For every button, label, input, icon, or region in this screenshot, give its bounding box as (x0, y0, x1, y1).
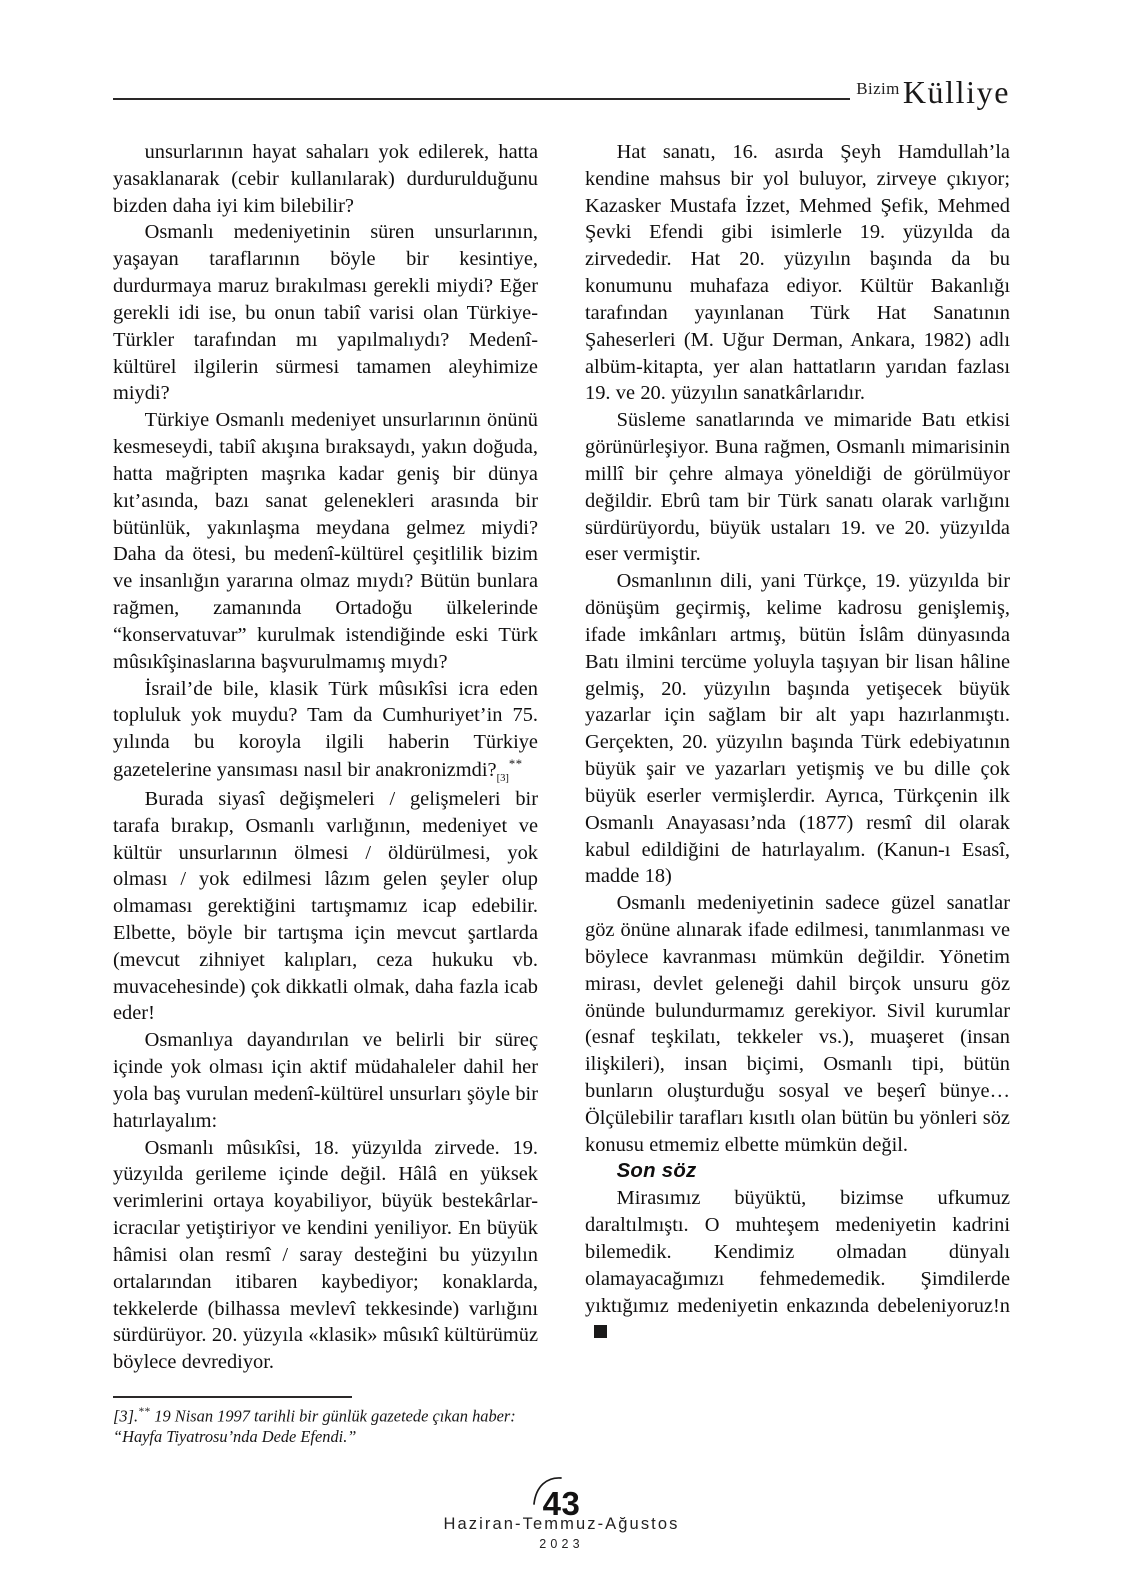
issue-year: 2023 (539, 1537, 584, 1551)
journal-title (850, 76, 1010, 108)
issue-months: Haziran-Temmuz-Ağustos (443, 1515, 680, 1533)
paragraph: Osmanlı medeniyetinin süren unsurlarının, yaşayan taraflarının böyle bir kesintiye, durdurmaya maruz bırakılması gerekli miydi? Eğer gerekli idi ise, bu onun tabiî varisi olan Türkiye-Türkler tarafından mı yapılmalıydı? Medenî-kültürel ilgilerin sürmesi tamamen aleyhimize miydi? (113, 221, 538, 405)
right-column (585, 139, 1010, 1376)
footnote-block (113, 1396, 538, 1448)
paragraph: Hat sanatı, 16. asırda Şeyh Hamdullah’la kendine mahsus bir yol buluyor, zirveye çıkıyor; Kazasker Mustafa İzzet, Mehmed Şefik, Mehmed Şevki Efendi gibi isimlerle 19. yüzyılda da zirvededir. Hat 20. yüzyılın başında da bu konumunu muhafaza ediyor. Kültür Bakanlığı tarafından yayınlanan Türk Hat Sanatının Şaheserleri (M. Uğur Derman, Ankara, 1982) adlı albüm-kitapta, yer alan hattatların yarıdan fazlası 19. ve 20. yüzyılın sanatkârlarıdır. (585, 141, 1010, 405)
paragraph: Burada siyasî değişmeleri / gelişmeleri bir tarafa bırakıp, Osmanlı varlığının, medeniyet ve kültür unsurlarının ölmesi / öldürülmesi, yok olması / yok edilmesi lâzım gelen şeyler olup olmaması gerektiğini tartışmamız icap edebilir. Elbette, böyle bir tartışma için mevcut şartlarda (mevcut zihniyet kalıpları, ceza hukuku vb. muvacehesinde) çok dikkatli olmak, daha fazla icab eder! (113, 787, 538, 1025)
section-heading: Son söz (616, 1160, 697, 1183)
running-head (113, 62, 1010, 108)
footnote-reference[interactable]: [3] (496, 772, 509, 784)
paragraph: Osmanlıya dayandırılan ve belirli bir süreç içinde yok olması için aktif müdahaleler dahil her yola baş vurulan medenî-kültürel unsurları şöyle bir hatırlayalım: (113, 1029, 538, 1132)
left-column (113, 139, 538, 1376)
journal-title-small: Bizim (856, 79, 900, 98)
footnote-text (113, 1405, 538, 1448)
paragraph: unsurlarının hayat sahaları yok edilerek, hatta yasaklanarak (cebir kullanılarak) durdurulduğunu bizden daha iyi kim bilebilir? (113, 141, 538, 217)
page-footer (0, 1487, 1123, 1551)
footnote-number: [3]. (113, 1406, 139, 1426)
end-of-article-square-icon (594, 1325, 607, 1338)
paragraph: Osmanlı medeniyetinin sadece güzel sanatlar göz önüne alınarak ifade edilmesi, tanımlanması ve böylece kavranması mümkün değildir. Yönetim mirası, devlet geleneği dahil birçok unsuru göz önünde bulundurmamız gerekiyor. Sivil kurumlar (esnaf teşkilatı, tekkeler vs.), muaşeret (insan ilişkileri), insan biçimi, Osmanlı tipi, bütün bunların oluşturduğu sosyal ve beşerî bünye… Ölçülebilir tarafları kısıtlı olan bütün bu yönleri söz konusu etmemiz elbette mümkün değil. (585, 892, 1010, 1156)
closing-paragraph-text: Mirasımız büyüktü, bizimse ufkumuz daraltılmıştı. O muhteşem medeniyetin kadrini bilemedik. Kendimiz olmadan dünyalı olamayacağımızı fehmedemedik. Şimdilerde yıktığımız medeniyetin enkazında debeleniyoruz!n (585, 1187, 1010, 1317)
paragraph: Osmanlının dili, yani Türkçe, 19. yüzyılda bir dönüşüm geçirmiş, kelime kadrosu genişlemiş, ifade imkânları artmış, bütün İslâm dünyasında Batı ilmini tercüme yoluyla taşıyan bir lisan hâline gelmiş, 20. yüzyılın başında yetişecek büyük yazarlar için sağlam bir alt yapı hazırlanmıştı. Gerçekten, 20. yüzyılın başında Türk edebiyatının büyük şair ve yazarları yetişmiş ve bu dille çok büyük eserler vermişlerdir. Ayrıca, Türkçenin ilk Osmanlı Anayasası’nda (1877) resmî dil olarak kabul edildiğini de hatırlayalım. (Kanun-ı Esasî, madde 18) (585, 570, 1010, 888)
footnote-separator-rule (113, 1396, 352, 1398)
journal-title-large: Külliye (902, 74, 1010, 110)
folio-group (543, 1487, 581, 1520)
paragraph-with-footnote-ref (113, 676, 538, 786)
closing-paragraph (585, 1185, 1010, 1346)
paragraph-text: İsrail’de bile, klasik Türk mûsıkîsi icra eden topluluk yok muydu? Tam da Cumhuriyet’in 75. yılında bu koroyla ilgili haberin Türkiye gazetelerine yansıması nasıl bir anakronizmdi? (113, 677, 538, 781)
paragraph: Türkiye Osmanlı medeniyet unsurlarının önünü kesmeseydi, tabiî akışına bıraksaydı, yakın doğuda, hatta mağripten maşrıka kadar geniş bir dünya kıt’asında, bazı sanat gelenekleri arasında bir bütünlük, yakınlaşma meydana gelmez miydi? Daha da ötesi, bu medenî-kültürel çeşitlilik bizim ve insanlığın yararına olmaz mıydı? Bütün bunlara rağmen, zamanında Ortadoğu ülkelerinde “konservatuvar” kurulmak istendiğinde eski Türk mûsıkîşinaslarına başvurulmamış mıydı? (113, 409, 538, 673)
paragraph: Süsleme sanatlarında ve mimaride Batı etkisi görünürleşiyor. Buna rağmen, Osmanlı mimarisinin millî bir çehre almaya yöneldiği de görülmüyor değildir. Ebrû tam bir Türk sanatı olarak varlığını sürdürüyordu, büyük ustaları 19. ve 20. yüzyılda eser vermiştir. (585, 409, 1010, 566)
footnote-asterisk[interactable]: ** (508, 757, 523, 772)
paragraph: Osmanlı mûsıkîsi, 18. yüzyılda zirvede. 19. yüzyılda gerileme içinde değil. Hâlâ en yüksek verimlerini ortaya koyabiliyor, büyük bestekârlar-icracılar yetiştiriyor ve kendini yeniliyor. En büyük hâmisi olan resmî / saray desteğini bu yüzyılın ortalarından itibaren kaybediyor; konaklarda, tekkelerde (bilhassa mevlevî tekkesinde) varlığını sürdürüyor. 20. yüzyıla «klasik» mûsıkî kültürümüz böylece devrediyor. (113, 1136, 538, 1374)
article-body (113, 139, 1010, 1376)
footnote-body: 19 Nisan 1997 tarihli bir günlük gazetede çıkan haber: “Hayfa Tiyatrosu’nda Dede Efendi.” (113, 1406, 516, 1447)
footnote-asterisk: ** (138, 1405, 151, 1418)
page-number: 43 (542, 1485, 581, 1522)
